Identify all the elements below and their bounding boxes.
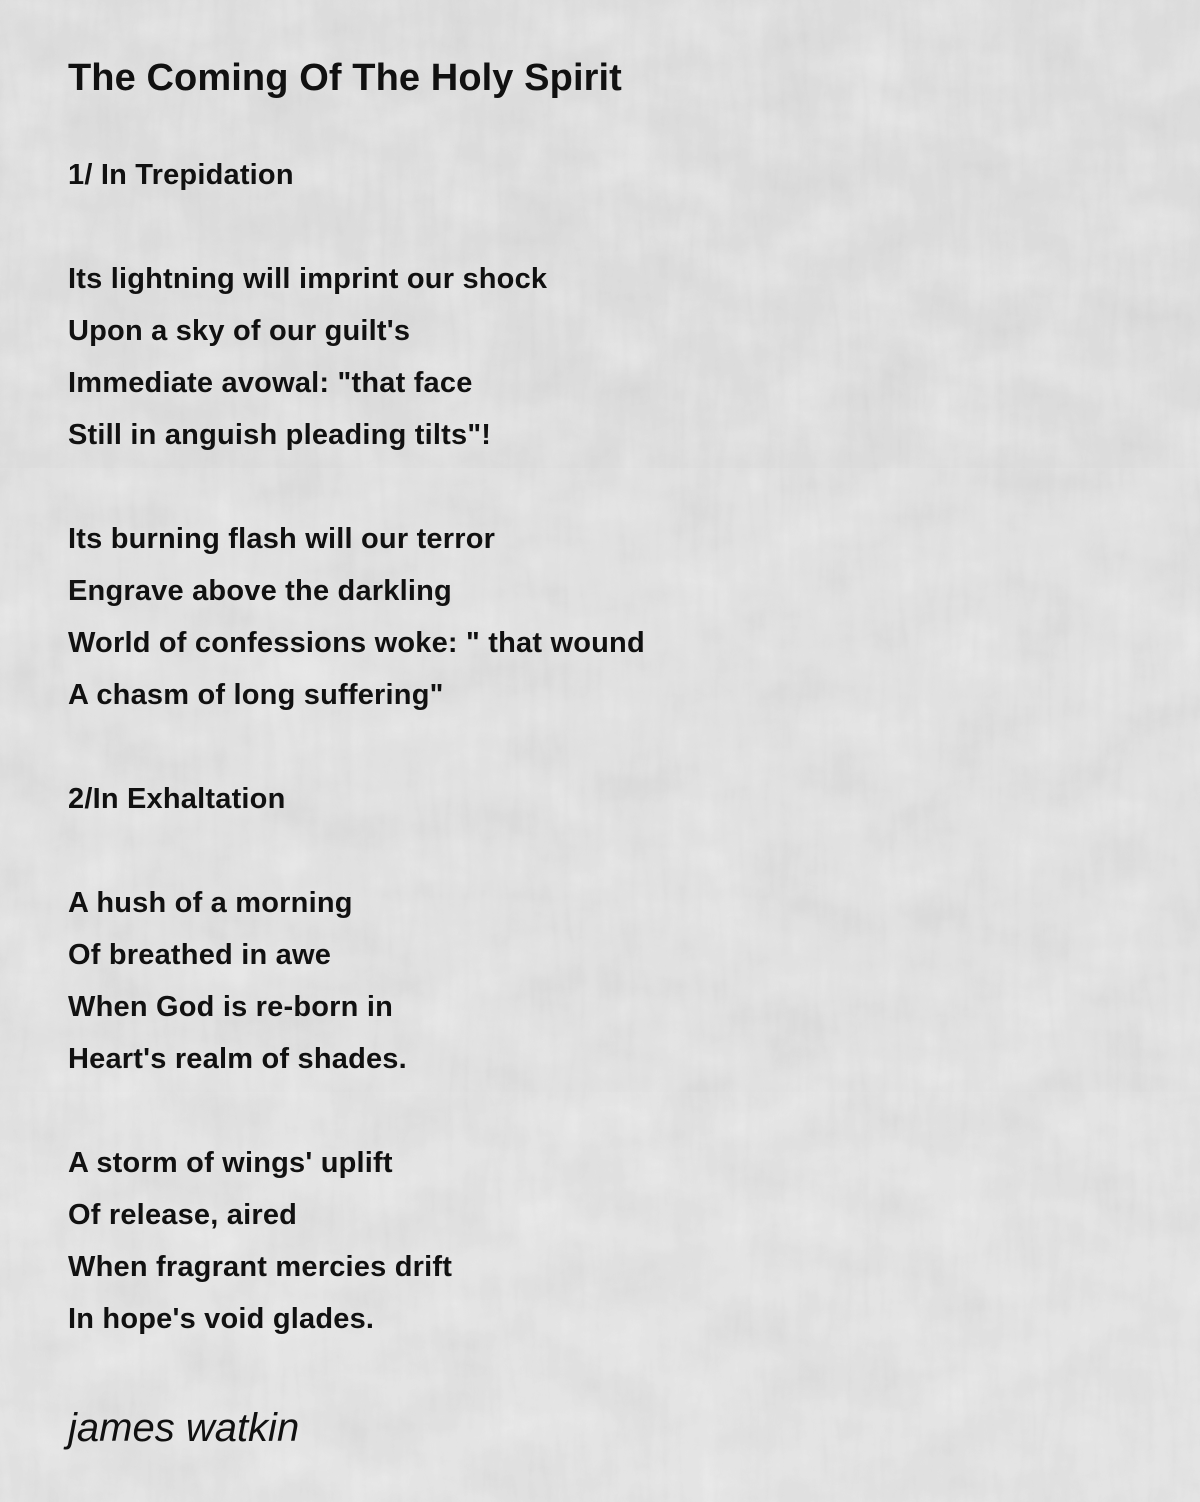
poem-line: When God is re-born in xyxy=(68,991,394,1023)
poem-line: World of confessions woke: " that wound xyxy=(68,627,645,659)
section-heading-1: 1/ In Trepidation xyxy=(68,159,294,191)
poem-line: Heart's realm of shades. xyxy=(68,1043,407,1075)
poem-line: In hope's void glades. xyxy=(68,1303,375,1335)
poem-line: Upon a sky of our guilt's xyxy=(68,315,411,347)
poem-line: Its lightning will imprint our shock xyxy=(68,263,548,295)
poem-line: Of release, aired xyxy=(68,1199,298,1231)
author-name: james watkin xyxy=(68,1406,300,1450)
poem-title: The Coming Of The Holy Spirit xyxy=(68,57,622,99)
poem-line: Still in anguish pleading tilts"! xyxy=(68,419,492,451)
section-heading-2: 2/In Exhaltation xyxy=(68,783,286,815)
poem-line: Immediate avowal: "that face xyxy=(68,367,473,399)
poem-line: A hush of a morning xyxy=(68,887,353,919)
poem-line: A chasm of long suffering" xyxy=(68,679,444,711)
poem-line: A storm of wings' uplift xyxy=(68,1147,393,1179)
poem-line: Engrave above the darkling xyxy=(68,575,452,607)
poem-line: Its burning flash will our terror xyxy=(68,523,496,555)
poem-line: When fragrant mercies drift xyxy=(68,1251,453,1283)
poem-line: Of breathed in awe xyxy=(68,939,332,971)
